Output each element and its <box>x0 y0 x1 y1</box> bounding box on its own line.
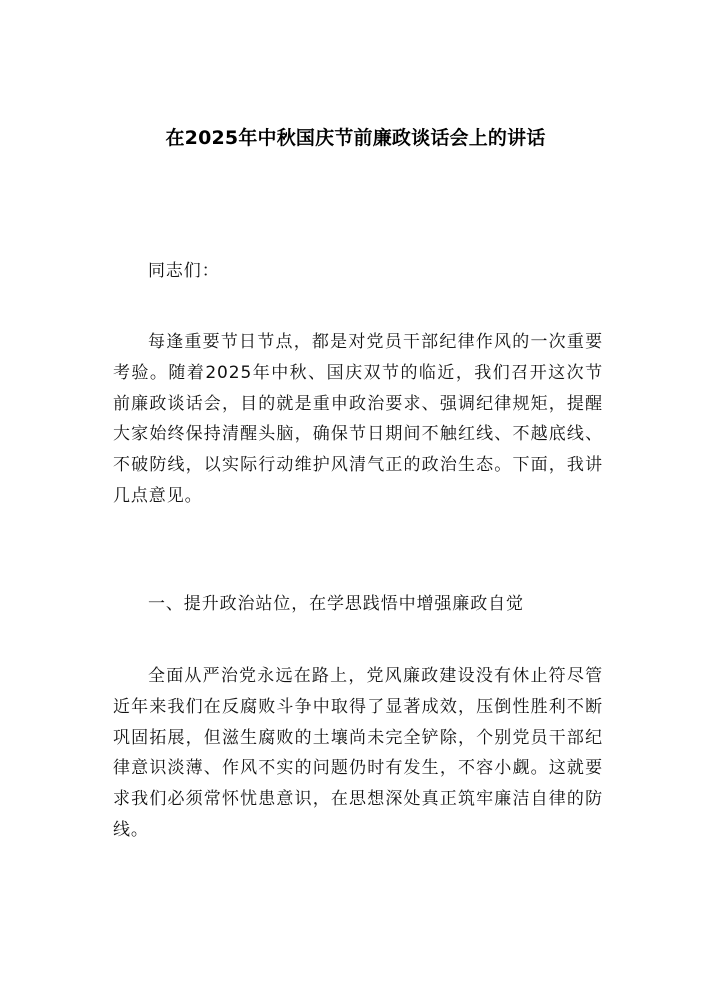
greeting-paragraph: 同志们： <box>148 261 220 281</box>
body-paragraph-1: 每逢重要节日节点，都是对党员干部纪律作风的一次重要考验。随着2025年中秋、国庆双节的临近，我们召开这次节前廉政谈话会，目的就是重申政治要求、强调纪律规矩，提醒大家始终保持清醒头脑，确保节日期间不触红线、不越底线、不破防线，以实际行动维护风清气正的政治生态。下面，我讲几点意见。 <box>113 332 603 506</box>
section-heading-1: 一、提升政治站位，在学思践悟中增强廉政自觉 <box>148 594 524 614</box>
body-paragraph-2: 全面从严治党永远在路上，党风廉政建设没有休止符尽管近年来我们在反腐败斗争中取得了显著成效，压倒性胜利不断巩固拓展，但滋生腐败的土壤尚未完全铲除，个别党员干部纪律意识淡薄、作风不实的问题仍时有发生，不容小觑。这就要求我们必须常怀忧患意识，在思想深处真正筑牢廉洁自律的防线。 <box>113 666 603 840</box>
document-title: 在2025年中秋国庆节前廉政谈话会上的讲话 <box>165 127 546 149</box>
